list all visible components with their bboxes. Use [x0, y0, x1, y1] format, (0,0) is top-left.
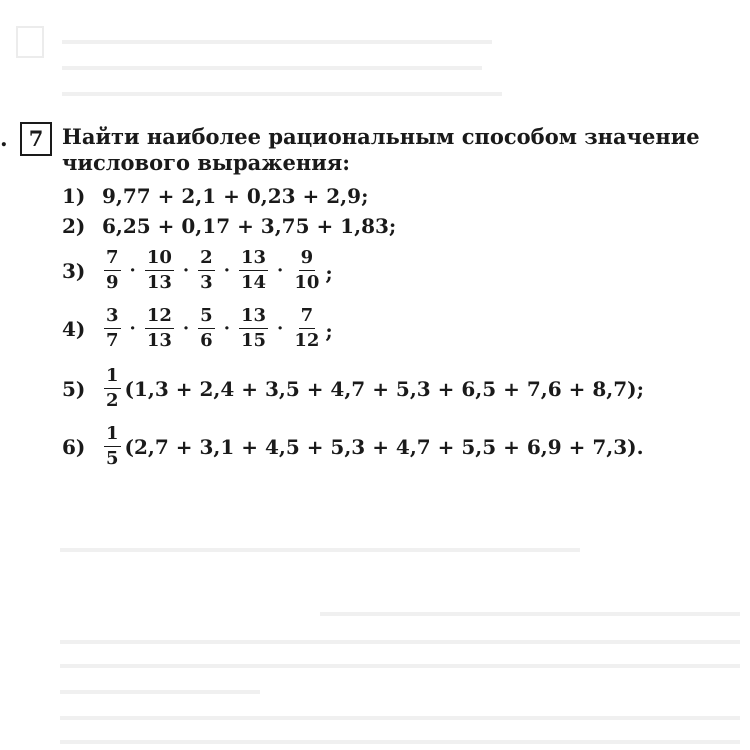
fraction	[104, 306, 121, 351]
item-label: 3)	[62, 258, 86, 283]
exercise-item-1	[62, 184, 368, 208]
fraction-denominator: 9	[106, 272, 119, 293]
exercise-item-3	[62, 248, 333, 293]
item-end-mark: ;	[325, 261, 333, 285]
fraction-numerator: 13	[239, 306, 268, 329]
problem-title	[62, 124, 750, 176]
ghost-text-line	[60, 664, 740, 668]
problem-number-box	[20, 122, 52, 156]
fraction	[292, 306, 321, 351]
multiply-operator: ·	[223, 260, 230, 281]
fraction-denominator: 12	[294, 330, 320, 351]
multiply-operator: ·	[182, 318, 190, 339]
parenthesized-sum: (1,3 + 2,4 + 3,5 + 4,7 + 5,3 + 6,5 + 7,6 + 8,7);	[124, 376, 644, 401]
fraction-denominator: 5	[106, 448, 119, 469]
multiply-operator: ·	[129, 318, 136, 339]
fraction-numerator: 10	[145, 248, 174, 271]
fraction-numerator: 7	[104, 248, 121, 271]
problem-number: 7	[28, 126, 44, 151]
fraction-denominator: 14	[240, 272, 267, 293]
ghost-text-line	[60, 548, 580, 552]
multiply-operator: ·	[277, 260, 284, 281]
item-label: 6)	[62, 434, 86, 459]
fraction-denominator: 2	[106, 390, 119, 411]
ghost-text-line	[60, 690, 260, 694]
multiply-operator: ·	[277, 318, 284, 339]
fraction-denominator: 6	[200, 330, 213, 351]
fraction-denominator: 10	[294, 272, 320, 293]
ghost-number-box	[16, 26, 44, 58]
exercise-item-6	[62, 424, 644, 469]
fraction-numerator: 1	[104, 424, 121, 447]
coefficient-fraction	[104, 366, 121, 411]
ghost-text-line	[320, 612, 740, 616]
problem-title-line-1: Найти наиболее рациональным способом значение	[62, 124, 700, 149]
fraction-denominator: 13	[146, 272, 172, 293]
fraction-numerator: 5	[198, 306, 215, 329]
fraction	[145, 306, 174, 351]
coefficient-fraction	[104, 424, 121, 469]
item-label: 1)	[62, 184, 86, 208]
item-expression: 9,77 + 2,1 + 0,23 + 2,9;	[102, 184, 369, 208]
parenthesized-sum: (2,7 + 3,1 + 4,5 + 5,3 + 4,7 + 5,5 + 6,9 + 7,3).	[124, 434, 644, 459]
fraction	[198, 248, 215, 293]
multiply-operator: ·	[223, 318, 230, 339]
fraction	[198, 306, 215, 351]
ghost-text-line	[60, 640, 740, 644]
ghost-text-line	[60, 716, 740, 720]
item-expression: 6,25 + 0,17 + 3,75 + 1,83;	[102, 214, 397, 238]
fraction-numerator: 13	[239, 248, 268, 271]
item-label: 5)	[62, 376, 86, 401]
item-end-mark: ;	[325, 319, 333, 343]
fraction	[239, 306, 268, 351]
fraction-numerator: 3	[104, 306, 121, 329]
ghost-text-line	[60, 740, 740, 744]
fraction	[104, 248, 121, 293]
exercise-item-5	[62, 366, 644, 411]
fraction-denominator: 3	[200, 272, 213, 293]
ghost-text-line	[62, 66, 482, 70]
problem-prefix: .	[0, 126, 8, 152]
fraction-numerator: 7	[299, 306, 316, 329]
exercise-item-4	[62, 306, 333, 351]
multiply-operator: ·	[182, 260, 190, 281]
fraction	[145, 248, 174, 293]
fraction	[292, 248, 321, 293]
fraction-denominator: 15	[240, 330, 267, 351]
fraction-denominator: 13	[146, 330, 172, 351]
item-label: 2)	[62, 214, 86, 238]
fraction-numerator: 2	[198, 248, 215, 271]
exercise-item-2	[62, 214, 396, 238]
fraction-denominator: 7	[106, 330, 119, 351]
fraction-numerator: 1	[104, 366, 121, 389]
problem-title-line-2: числового выражения:	[62, 150, 351, 175]
multiply-operator: ·	[129, 260, 136, 281]
fraction-numerator: 12	[145, 306, 174, 329]
fraction-numerator: 9	[299, 248, 316, 271]
ghost-text-line	[62, 92, 502, 96]
item-label: 4)	[62, 316, 86, 341]
fraction	[239, 248, 268, 293]
ghost-text-line	[62, 40, 492, 44]
